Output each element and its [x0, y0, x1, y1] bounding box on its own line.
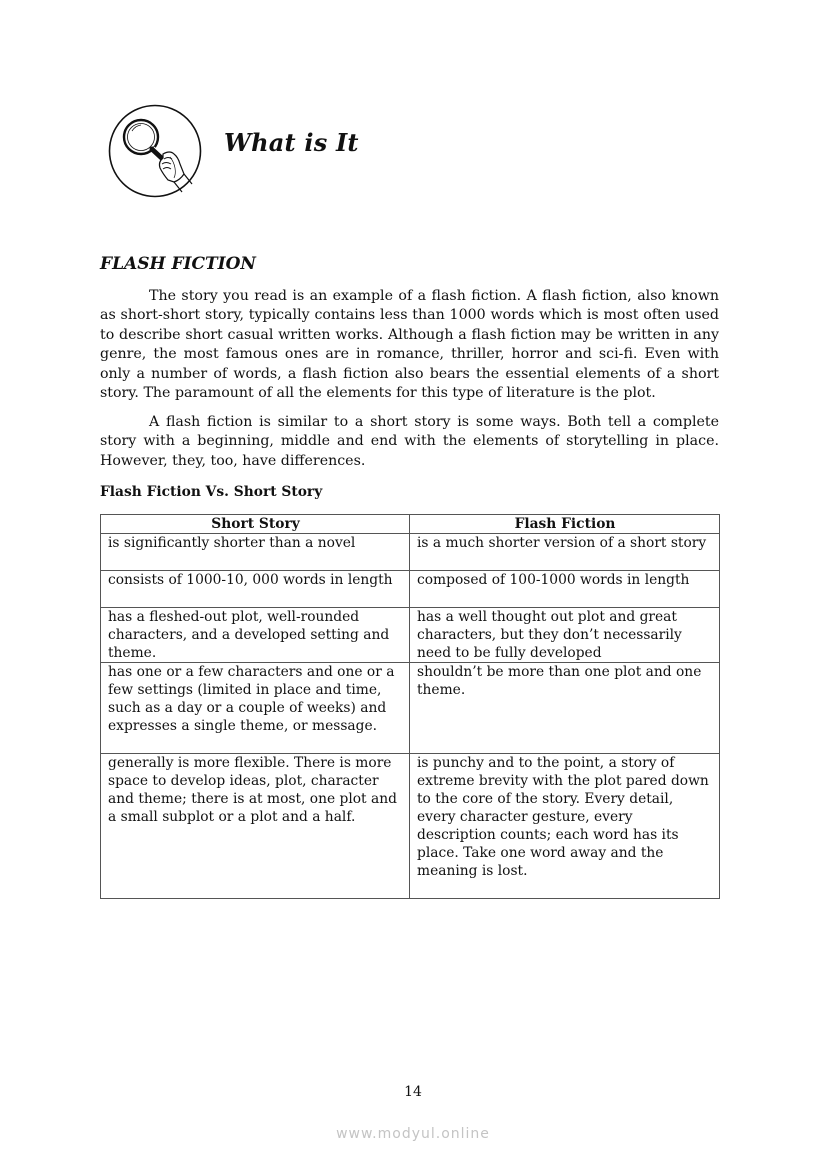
column-header-flash-fiction: Flash Fiction: [410, 515, 720, 534]
table-row: [101, 571, 720, 608]
table-cell-short-story: generally is more flexible. There is more space to develop ideas, plot, character and theme; there is at most, one plot and a small subplot or a plot and a half.: [101, 754, 410, 899]
table-cell-short-story: has one or a few characters and one or a few settings (limited in place and time, such as a day or a couple of weeks) and expresses a single theme, or message.: [101, 663, 410, 754]
table-cell-short-story: consists of 1000-10, 000 words in length: [101, 571, 410, 608]
page-number: 14: [404, 1084, 422, 1100]
table-cell-flash-fiction: composed of 100-1000 words in length: [410, 571, 720, 608]
comparison-table: [100, 514, 720, 899]
topic-heading: FLASH FICTION: [100, 254, 256, 274]
table-cell-flash-fiction: is a much shorter version of a short story: [410, 534, 720, 571]
magnifier-hand-icon: [108, 104, 202, 198]
section-title: What is It: [224, 128, 359, 157]
comparison-paragraph: A flash fiction is similar to a short story is some ways. Both tell a complete story with a beginning, middle and end with the elements of storytelling in place. However, they, too, have differences.: [100, 414, 719, 469]
table-cell-flash-fiction: is punchy and to the point, a story of extreme brevity with the plot pared down to the core of the story. Every detail, every character gesture, every description counts; each word has its place. Take one word away and the meaning is lost.: [410, 754, 720, 899]
watermark-url: www.modyul.online: [336, 1126, 490, 1142]
table-cell-short-story: is significantly shorter than a novel: [101, 534, 410, 571]
column-header-short-story: Short Story: [101, 515, 410, 534]
table-cell-flash-fiction: shouldn’t be more than one plot and one theme.: [410, 663, 720, 754]
table-cell-flash-fiction: has a well thought out plot and great characters, but they don’t necessarily need to be fully developed: [410, 608, 720, 663]
table-row: [101, 754, 720, 899]
table-title: Flash Fiction Vs. Short Story: [100, 484, 323, 500]
table-row: [101, 663, 720, 754]
section-header: [108, 104, 508, 200]
table-header-row: [101, 515, 720, 534]
table-row: [101, 608, 720, 663]
intro-paragraph: The story you read is an example of a flash fiction. A flash fiction, also known as short-short story, typically contains less than 1000 words which is most often used to describe short casual written works. Although a flash fiction may be written in any genre, the most famous ones are in romance, thriller, horror and sci-fi. Even with only a number of words, a flash fiction also bears the essential elements of a short story. The paramount of all the elements for this type of literature is the plot.: [100, 288, 719, 402]
table-row: [101, 534, 720, 571]
table-cell-short-story: has a fleshed-out plot, well-rounded characters, and a developed setting and theme.: [101, 608, 410, 663]
